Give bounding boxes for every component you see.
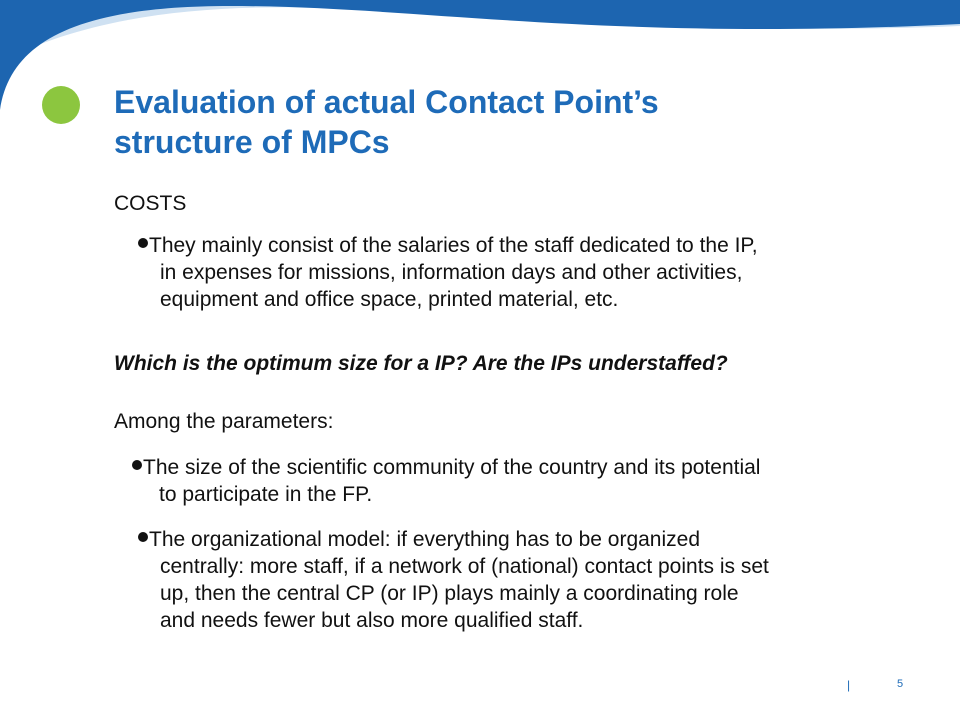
slide-title	[114, 82, 914, 162]
title-bullet-dot	[42, 86, 80, 124]
bullet-first-line	[132, 454, 760, 481]
bullet-text: The size of the scientific community of the country and its potential	[143, 456, 761, 479]
bullet-first-line	[138, 232, 758, 259]
bullet-continuation-line: centrally: more staff, if a network of (national) contact points is set	[160, 555, 769, 578]
bullet-text: The organizational model: if everything has to be organized	[149, 528, 701, 551]
bullet-first-line	[138, 526, 769, 553]
bullet-dot-icon	[138, 238, 148, 248]
bullet-continuation-line: to participate in the FP.	[159, 483, 373, 506]
costs-bullet	[138, 232, 758, 313]
costs-heading: COSTS	[114, 192, 187, 215]
bullet-text: They mainly consist of the salaries of the staff dedicated to the IP,	[149, 234, 758, 257]
bullet-continuation-line: equipment and office space, printed material, etc.	[160, 288, 619, 311]
bullet-continuation-line: and needs fewer but also more qualified staff.	[160, 609, 584, 632]
parameter-bullet-organizational-model	[138, 526, 769, 634]
bullet-dot-icon	[132, 460, 142, 470]
bullet-dot-icon	[138, 532, 148, 542]
bullet-continuation-line: up, then the central CP (or IP) plays mainly a coordinating role	[160, 582, 739, 605]
page-number: 5	[897, 678, 904, 690]
parameters-heading: Among the parameters:	[114, 410, 334, 433]
question-line: Which is the optimum size for a IP? Are the IPs understaffed?	[114, 352, 728, 375]
title-line-1: Evaluation of actual Contact Point’s	[114, 84, 659, 120]
title-line-2: structure of MPCs	[114, 124, 390, 160]
parameter-bullet-community	[132, 454, 760, 508]
footer-separator: |	[847, 678, 851, 692]
bullet-continuation-line: in expenses for missions, information days and other activities,	[160, 261, 743, 284]
